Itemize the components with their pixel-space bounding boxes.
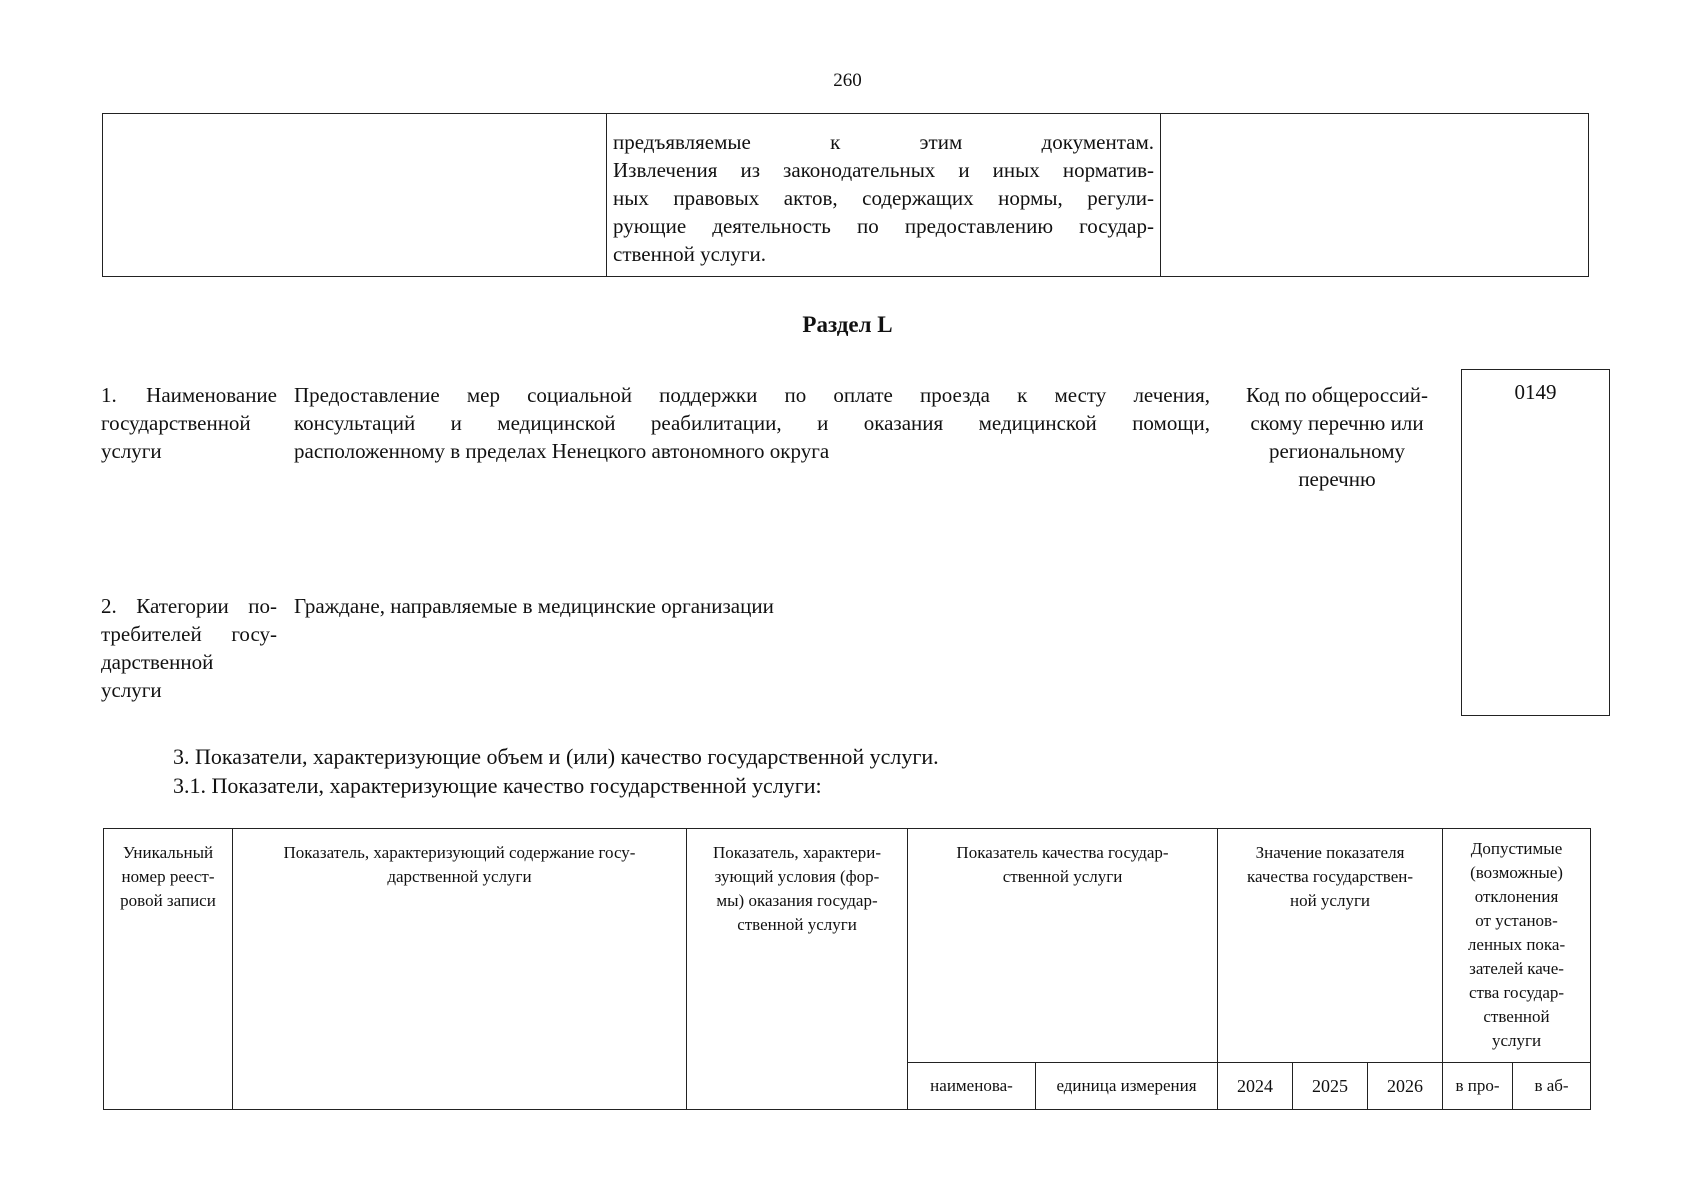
service-name-label: [101, 381, 277, 465]
quality-indicators-table: [103, 828, 1591, 1110]
categories-value: Граждане, направляемые в медицинские организации: [294, 594, 774, 618]
subheader-year-2024: 2024: [1218, 1063, 1293, 1110]
continuation-text: [607, 114, 1160, 268]
page-number: 260: [833, 70, 862, 91]
code-label-line: перечню: [1298, 467, 1376, 491]
header-line: номер реест-: [121, 867, 215, 886]
section-title: Раздел L: [802, 312, 893, 337]
categories-label-line: 2. Категории по-: [101, 594, 277, 618]
service-name-value: [294, 381, 1210, 465]
service-name-label-line: услуги: [101, 439, 162, 463]
continuation-line: предъявляемые к этим документам.: [613, 130, 1154, 154]
header-line: зателей каче-: [1469, 959, 1564, 978]
categories-label-line: дарственной: [101, 650, 214, 674]
subheader-percent: в про-: [1443, 1063, 1513, 1110]
header-line: Значение показателя: [1255, 843, 1405, 862]
header-line: отклонения: [1474, 887, 1559, 906]
header-allowed-deviations: [1443, 829, 1591, 1063]
subheader-absolute: в аб-: [1513, 1063, 1591, 1110]
service-name-value-line: консультаций и медицинской реабилитации, и оказания медицинской помощи,: [294, 411, 1210, 435]
continuation-line: ных правовых актов, содержащих нормы, регули-: [613, 186, 1154, 210]
code-label-line: скому перечню или: [1250, 411, 1424, 435]
header-line: ственной: [1483, 1007, 1550, 1026]
header-line: (возможные): [1470, 863, 1563, 882]
service-name-label-line: 1. Наименование: [101, 383, 277, 407]
heading-indicators: 3. Показатели, характеризующие объем и (или) качество государственной услуги.: [173, 744, 939, 769]
header-line: Показатель, характери-: [713, 843, 881, 862]
header-line: Допустимые: [1470, 839, 1563, 858]
header-line: качества государствен-: [1246, 867, 1414, 886]
header-line: ровой записи: [120, 891, 216, 910]
service-name-value-line: расположенному в пределах Ненецкого автономного округа: [294, 439, 830, 463]
service-name-label-line: государственной: [101, 411, 251, 435]
continuation-text-cell: [607, 114, 1161, 277]
continuation-line: Извлечения из законодательных и иных норматив-: [613, 158, 1154, 182]
subheader-unit: единица измерения: [1036, 1063, 1218, 1110]
header-line: ственной услуги: [1002, 867, 1123, 886]
header-line: зующий условия (фор-: [714, 867, 880, 886]
header-content-indicator: [233, 829, 687, 1110]
header-line: ной услуги: [1289, 891, 1371, 910]
code-value: 0149: [1514, 380, 1557, 404]
header-line: ленных пока-: [1467, 935, 1566, 954]
header-registry-number: [104, 829, 233, 1110]
code-box: [1461, 369, 1610, 716]
header-line: мы) оказания государ-: [716, 891, 878, 910]
header-indicator-value: [1218, 829, 1443, 1063]
header-quality-indicator: [908, 829, 1218, 1063]
subheader-year-2026: 2026: [1368, 1063, 1443, 1110]
code-label-line: региональному: [1268, 439, 1406, 463]
continuation-line: рующие деятельность по предоставлению государ-: [613, 214, 1154, 238]
subheader-year-2025: 2025: [1293, 1063, 1368, 1110]
code-label: [1224, 381, 1450, 493]
code-label-line: Код по общероссий-: [1245, 383, 1429, 407]
header-line: ства государ-: [1468, 983, 1565, 1002]
header-line: Показатель качества государ-: [956, 843, 1169, 862]
subheader-name: наименова-: [908, 1063, 1036, 1110]
categories-label: [101, 592, 277, 704]
continuation-line: ственной услуги.: [613, 242, 766, 266]
categories-label-line: услуги: [101, 678, 162, 702]
header-line: Показатель, характеризующий содержание госу-: [283, 843, 636, 862]
continuation-empty-cell-left: [103, 114, 607, 277]
header-line: Уникальный: [122, 843, 214, 862]
header-line: дарственной услуги: [387, 867, 532, 886]
header-conditions-indicator: [687, 829, 908, 1110]
categories-label-line: требителей госу-: [101, 622, 277, 646]
header-line: услуги: [1491, 1031, 1542, 1050]
continuation-table: [102, 113, 1589, 277]
continuation-empty-cell-right: [1161, 114, 1589, 277]
heading-quality-indicators: 3.1. Показатели, характеризующие качество государственной услуги:: [173, 773, 822, 798]
service-name-value-line: Предоставление мер социальной поддержки по оплате проезда к месту лечения,: [294, 383, 1210, 407]
header-line: от установ-: [1475, 911, 1558, 930]
header-line: ственной услуги: [737, 915, 857, 934]
